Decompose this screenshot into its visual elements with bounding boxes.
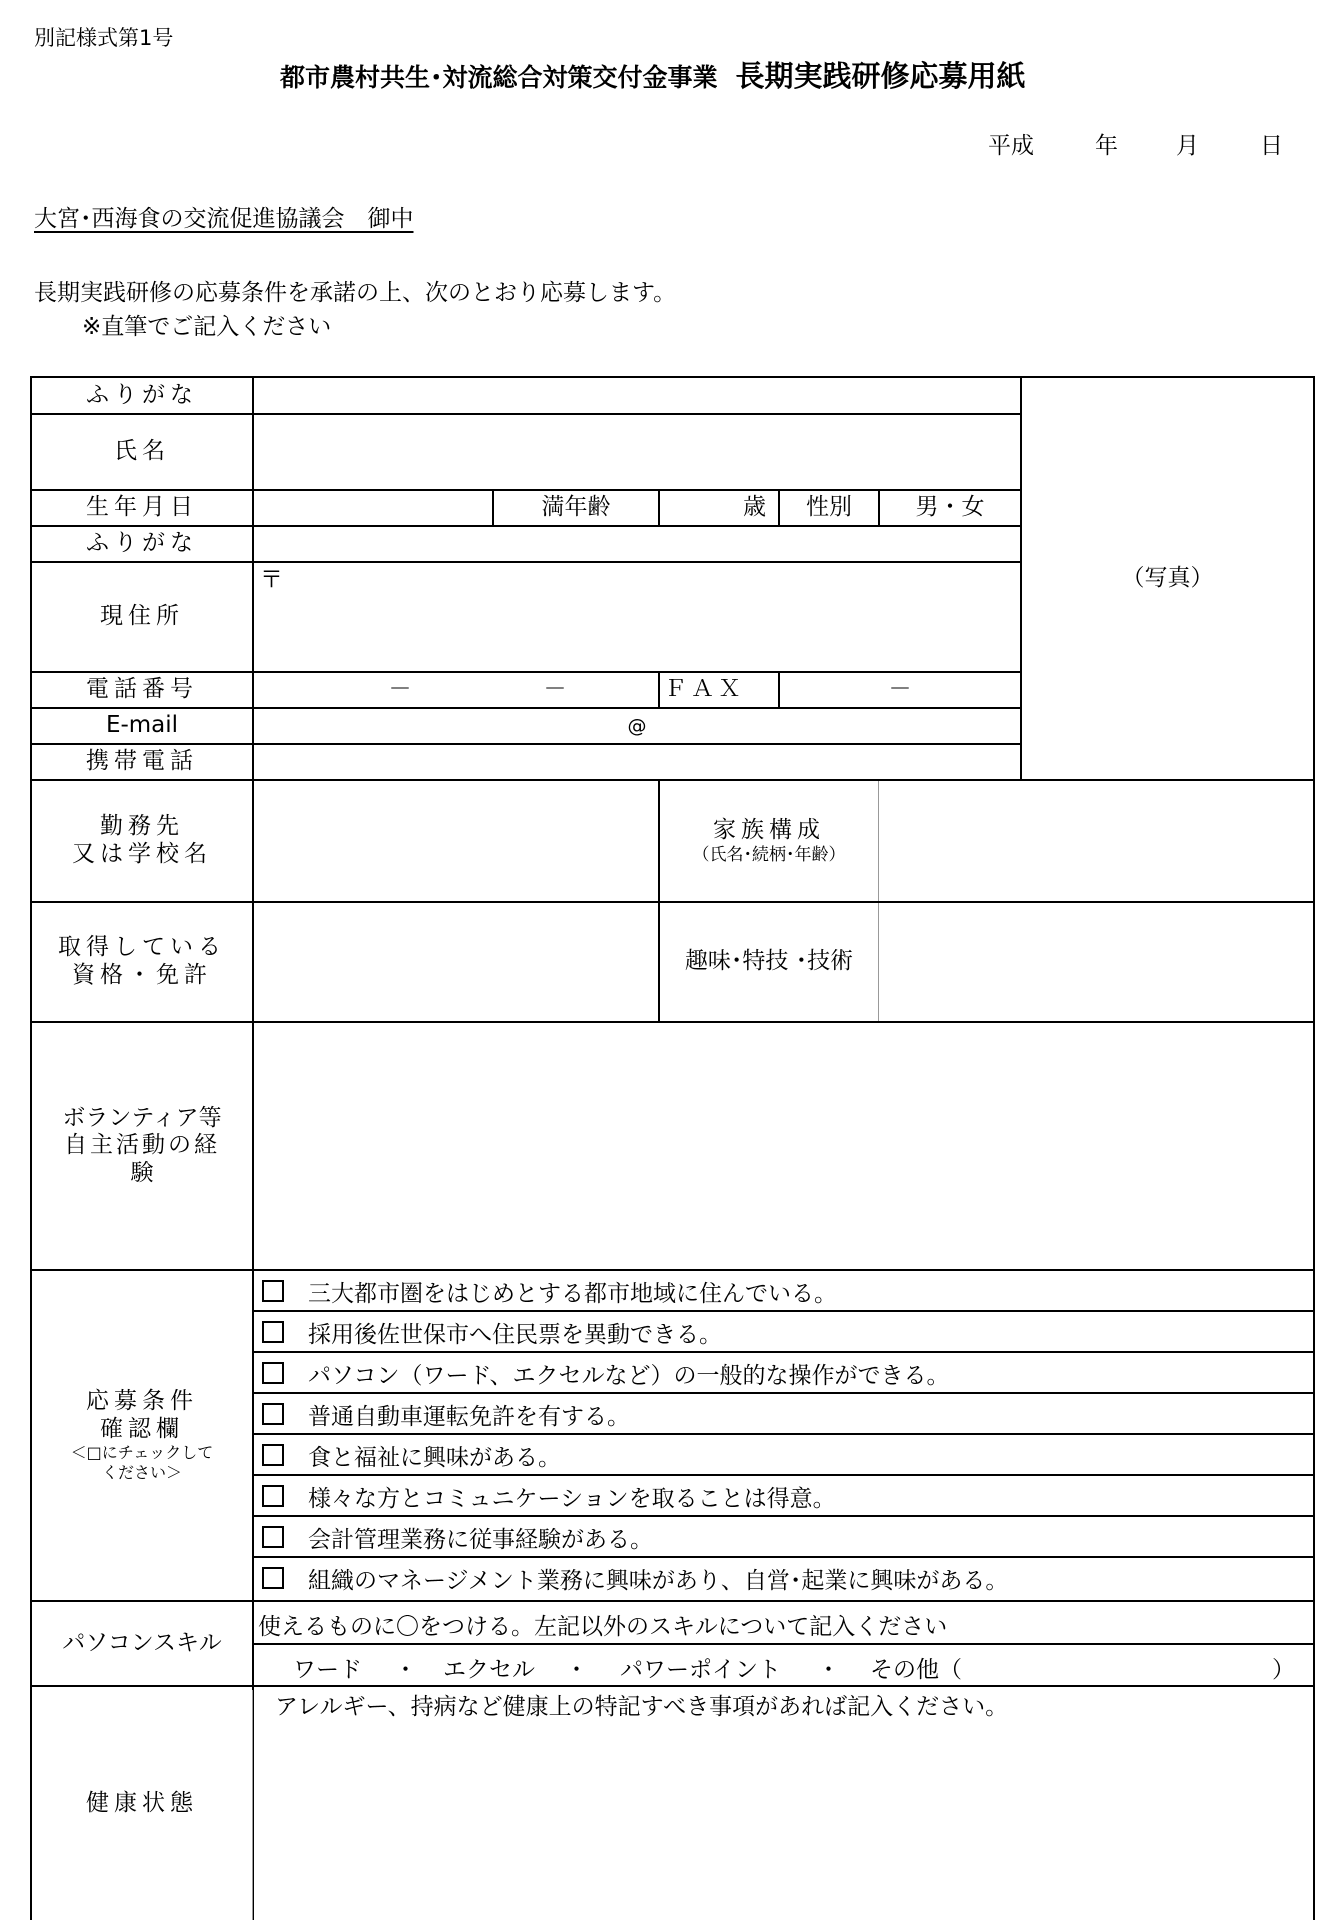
qualification-label (32, 903, 252, 1021)
checkbox[interactable] (262, 1321, 284, 1343)
condition-item[interactable] (262, 1271, 837, 1311)
checkbox[interactable] (262, 1485, 284, 1507)
email-label: E-mail (105, 712, 179, 739)
address-label: 現住所 (100, 603, 184, 630)
form-number: 別記様式第1号 (34, 26, 174, 50)
furigana-address-field[interactable] (254, 527, 1020, 561)
address-field[interactable] (254, 563, 1020, 671)
conditions-label-line3: ＜□にチェックして (70, 1443, 214, 1463)
condition-text: パソコン（ワード、エクセルなど）の一般的な操作ができる。 (308, 1362, 950, 1389)
addressee: 大宮･西海食の交流促進協議会 御中 (34, 206, 414, 232)
pc-option-excel[interactable]: エクセル (443, 1657, 535, 1683)
family-label-main: 家族構成 (713, 817, 825, 843)
phone-label: 電話番号 (86, 676, 198, 703)
age-label: 満年齢 (541, 494, 611, 521)
condition-text: 様々な方とコミュニケーションを取ることは得意。 (308, 1485, 836, 1512)
condition-text: 普通自動車運転免許を有する。 (308, 1403, 630, 1430)
postal-mark: 〒 (260, 567, 283, 593)
conditions-label (32, 1271, 252, 1600)
volunteer-label-line1: ボランティア等 (62, 1104, 222, 1131)
condition-text: 組織のマネージメント業務に興味があり、自営･起業に興味がある。 (308, 1567, 1009, 1594)
health-field[interactable] (254, 1725, 1313, 1915)
title-main: 都市農村共生･対流総合対策交付金事業 (280, 63, 718, 92)
condition-item[interactable] (262, 1394, 630, 1434)
divider (252, 1643, 1315, 1645)
age-field[interactable] (660, 491, 778, 525)
at-mark: @ (627, 714, 647, 737)
conditions-label-line4: ください＞ (101, 1463, 182, 1483)
family-label-sub: （氏名･続柄･年齢） (692, 844, 846, 865)
volunteer-label-line2: 自主活動の経 (64, 1132, 220, 1159)
hobby-field[interactable] (880, 903, 1313, 1021)
title-sub: 長期実践研修応募用紙 (735, 59, 1026, 93)
workplace-label-line2: 又は学校名 (72, 841, 212, 867)
checkbox[interactable] (262, 1567, 284, 1589)
photo-area: （写真） (1121, 564, 1214, 591)
furigana-field[interactable] (254, 378, 1020, 413)
volunteer-label (32, 1023, 252, 1269)
checkbox[interactable] (262, 1280, 284, 1302)
qualification-label-line2: 資格・免許 (72, 962, 212, 988)
month-label: 月 (1176, 133, 1199, 159)
handwriting-note: ※直筆でご記入ください (82, 314, 332, 340)
year-label: 年 (1095, 133, 1118, 159)
gender-label: 性別 (806, 494, 852, 521)
separator: ・ (817, 1657, 840, 1683)
furigana-address-label: ふりがな (86, 530, 198, 557)
name-field[interactable] (254, 415, 1020, 489)
furigana-label: ふりがな (86, 381, 198, 408)
divider (252, 1690, 253, 1920)
qualification-label-line1: 取得している (58, 934, 226, 961)
era-label: 平成 (988, 133, 1034, 159)
pc-option-other-close: ） (1272, 1657, 1295, 1683)
volunteer-field[interactable] (254, 1023, 1313, 1269)
separator: ・ (394, 1657, 417, 1683)
conditions-label-line2: 確認欄 (100, 1415, 184, 1442)
health-instruction: アレルギー、持病など健康上の特記すべき事項があれば記入ください。 (275, 1694, 1009, 1720)
condition-text: 三大都市圏をはじめとする都市地域に住んでいる。 (308, 1280, 837, 1307)
intro-text: 長期実践研修の応募条件を承諾の上、次のとおり応募します。 (34, 280, 677, 306)
hobby-label: 趣味･特技 ･技術 (684, 948, 854, 975)
checkbox[interactable] (262, 1403, 284, 1425)
condition-item[interactable] (262, 1476, 836, 1516)
pc-skill-instruction: 使えるものに〇をつける。左記以外のスキルについて記入ください (258, 1614, 948, 1640)
volunteer-label-line3: 験 (130, 1159, 154, 1186)
workplace-field[interactable] (254, 781, 658, 901)
checkbox[interactable] (262, 1444, 284, 1466)
pc-skill-label: パソコンスキル (62, 1629, 222, 1656)
separator: ・ (565, 1657, 588, 1683)
email-field[interactable] (254, 709, 1020, 743)
phone-dash-1: － (388, 676, 412, 703)
mobile-field[interactable] (254, 745, 1020, 779)
condition-item[interactable] (262, 1517, 653, 1557)
workplace-label (32, 781, 252, 901)
conditions-label-line1: 応募条件 (86, 1387, 198, 1414)
divider (778, 672, 780, 708)
qualification-field[interactable] (254, 903, 658, 1021)
pc-option-other[interactable]: その他（ (870, 1657, 962, 1683)
condition-item[interactable] (262, 1312, 722, 1352)
family-field[interactable] (880, 781, 1313, 901)
phone-dash-2: － (543, 676, 567, 703)
name-label: 氏名 (114, 438, 170, 465)
divider (658, 672, 660, 708)
family-label (660, 781, 878, 901)
condition-text: 採用後佐世保市へ住民票を異動できる。 (308, 1321, 722, 1348)
fax-dash: － (888, 676, 912, 703)
checkbox[interactable] (262, 1526, 284, 1548)
pc-option-powerpoint[interactable]: パワーポイント (620, 1657, 781, 1683)
condition-text: 会計管理業務に従事経験がある。 (308, 1526, 653, 1553)
gender-options[interactable]: 男・女 (915, 494, 985, 521)
document-title (280, 54, 1026, 95)
condition-item[interactable] (262, 1435, 561, 1475)
fax-label: ＦＡＸ (664, 676, 745, 703)
birthdate-field[interactable] (254, 491, 492, 525)
condition-text: 食と福祉に興味がある。 (308, 1444, 561, 1471)
mobile-label: 携帯電話 (86, 748, 198, 775)
condition-item[interactable] (262, 1353, 949, 1393)
health-label: 健康状態 (86, 1789, 198, 1816)
condition-item[interactable] (262, 1558, 1008, 1598)
birthdate-label: 生年月日 (86, 494, 198, 521)
day-label: 日 (1260, 133, 1283, 159)
age-unit: 歳 (743, 494, 766, 521)
workplace-label-line1: 勤務先 (100, 813, 184, 840)
checkbox[interactable] (262, 1362, 284, 1384)
pc-option-word[interactable]: ワード (293, 1657, 362, 1683)
